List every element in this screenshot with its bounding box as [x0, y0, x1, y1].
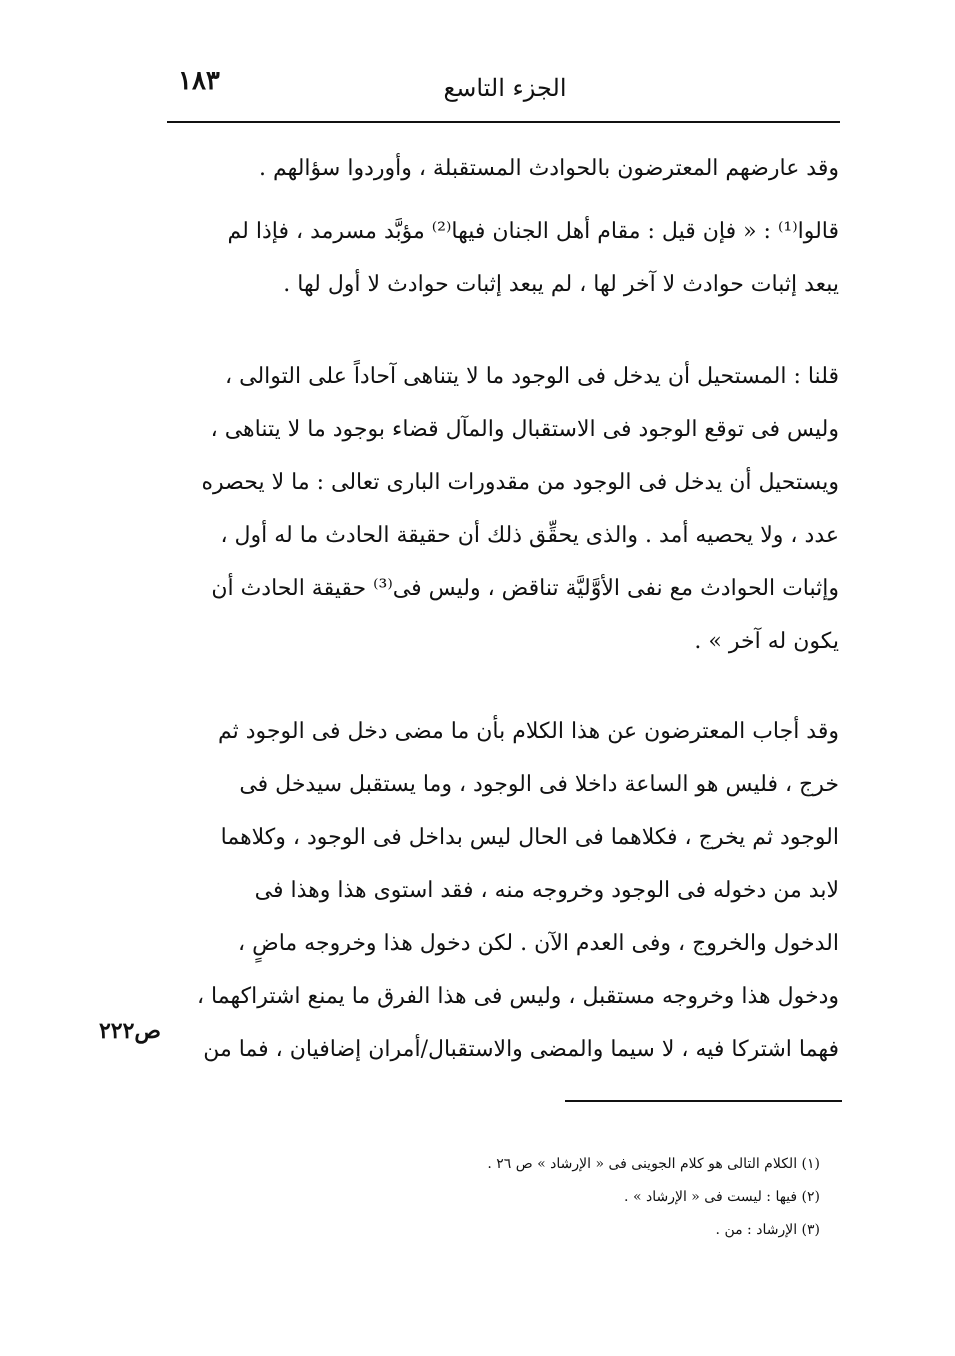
- text-line: وقد عارضهم المعترضون بالحوادث المستقبلة ، وأوردوا سؤالهم .: [258, 156, 839, 181]
- paragraph-2: [175, 205, 839, 311]
- text-line: يكون له آخر » .: [694, 629, 839, 654]
- text-line: عدد ، ولا يحصيه أمد . والذى يحقِّق ذلك أن حقيقة الحادث ما له أول ،: [220, 523, 839, 548]
- page-number: ١٨٣: [178, 66, 220, 96]
- footnote-item: (١) الكلام التالى هو كلام الجوينى فى « الإرشاد » ص ٢٦ .: [487, 1156, 820, 1172]
- margin-page-reference: ص٢٢٢: [98, 1018, 162, 1044]
- paragraph-4: [175, 705, 839, 1076]
- text-line: وليس فى توقع الوجود فى الاستقبال والمآل قضاء بوجود ما لا يتناهى ،: [210, 417, 839, 442]
- paragraph-1: [175, 142, 839, 195]
- footnote-item: (٢) فيها : ليست فى « الإرشاد » .: [624, 1189, 820, 1205]
- text-line: يبعد إثبات حوادث لا آخر لها ، لم يبعد إثبات حوادث لا أول لها .: [283, 272, 839, 297]
- text-line: فهما اشتركا فيه ، لا سيما والمضى والاستقبال/أمران إضافيان ، فما من: [203, 1037, 839, 1062]
- text-line: الدخول والخروج ، وفى العدم الآن . لكن دخول هذا وخروجه ماضٍ ،: [238, 931, 839, 956]
- running-title: الجزء التاسع: [443, 74, 567, 102]
- text-line: خرج ، فليس هو الساعة داخلا فى الوجود ، وما يستقبل سيدخل فى: [239, 772, 839, 797]
- text-line: ويستحيل أن يدخل فى الوجود من مقدورات البارى تعالى : ما لا يحصره: [201, 470, 839, 495]
- text-line: لابد من دخوله فى الوجود وخروجه منه ، فقد استوى هذا وهذا فى: [254, 878, 839, 903]
- footnote-rule: [565, 1100, 842, 1102]
- paragraph-3: [175, 350, 839, 668]
- footnotes: [300, 1148, 820, 1247]
- text-line: ودخول هذا وخروجه مستقبل ، وليس فى هذا الفرق ما يمنع اشتراكهما ،: [196, 984, 839, 1009]
- text-line: وقد أجاب المعترضون عن هذا الكلام بأن ما مضى دخل فى الوجود ثم: [218, 719, 839, 744]
- footnote-item: (٣) الإرشاد : من .: [715, 1222, 820, 1238]
- text-line: قلنا : المستحيل أن يدخل فى الوجود ما لا يتناهى آحاداً على التوالى ،: [225, 364, 839, 389]
- header-rule: [167, 121, 840, 123]
- text-line: الوجود ثم يخرج ، فكلاهما فى الحال ليس بداخل فى الوجود ، وكلاهما: [220, 825, 839, 850]
- text-line: قالوا⁽¹⁾ : « فإن قيل : مقام أهل الجنان فيها⁽²⁾ مؤبَّد مسرمد ، فإذا لم: [227, 219, 839, 244]
- text-line: وإثبات الحوادث مع نفى الأوَّليَّة تناقض ، وليس فى⁽³⁾ حقيقة الحادث أن: [211, 576, 839, 601]
